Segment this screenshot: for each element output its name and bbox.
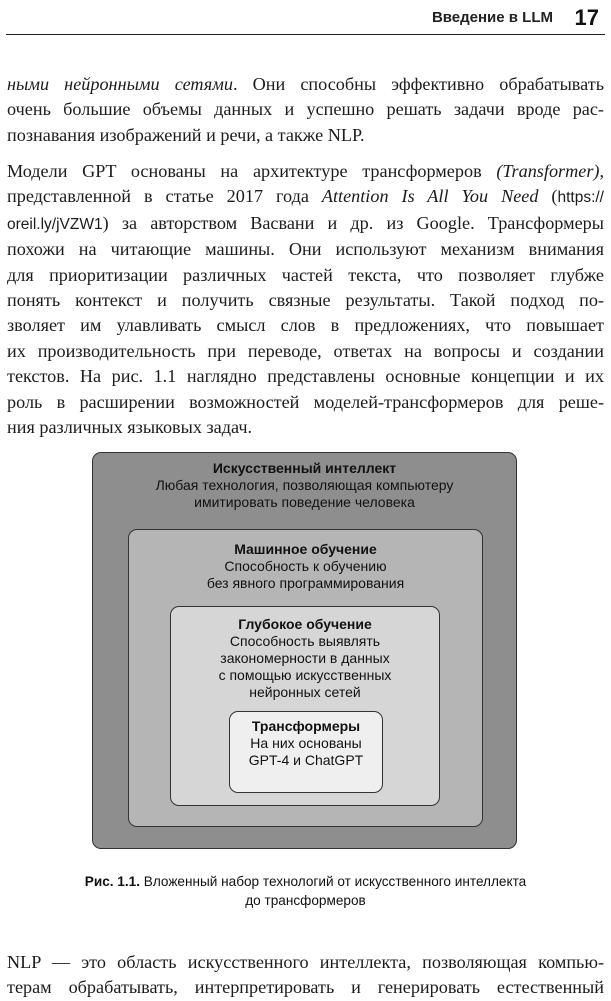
- paragraph-1: [7, 72, 604, 148]
- figure-caption: [40, 872, 571, 910]
- nested-technology-diagram: [92, 452, 518, 850]
- italic-term: ными нейронными сетями: [7, 74, 233, 94]
- text-line: [7, 72, 604, 97]
- text-line: ния различных языковых задач.: [7, 417, 253, 438]
- section-title: Введение в LLM: [431, 9, 553, 26]
- text-span: . Они способны эффективно обрабатывать: [232, 74, 604, 94]
- ml-title: Машинное обучение: [234, 541, 377, 557]
- figure-label: Рис. 1.1.: [84, 874, 140, 889]
- text-line: для приоритизации различных частей текста, что позволяет глубже: [7, 264, 604, 285]
- paragraph-3: [7, 950, 604, 1001]
- text-line: [7, 184, 604, 210]
- dl-description: нейронных сетей: [249, 684, 361, 700]
- text-line: NLP — это область искусственного интеллекта, позволяющая компью-: [7, 952, 604, 972]
- italic-term: (Transformer): [496, 161, 600, 181]
- text-span: Модели GPT основаны на архитектуре трансформеров: [7, 161, 497, 181]
- ai-description: Любая технология, позволяющая компьютеру: [155, 477, 454, 493]
- text-line: терам обрабатывать, интерпретировать и генерировать естественный: [7, 977, 604, 998]
- transformers-title: Трансформеры: [251, 718, 361, 734]
- text-line: роль в расширении возможностей моделей-трансформеров для реше-: [7, 391, 604, 412]
- text-line: похожи на читающие машины. Они используют механизм внимания: [7, 239, 604, 260]
- figure-caption-text: до трансформеров: [245, 893, 366, 908]
- ml-description: Способность к обучению: [224, 558, 387, 574]
- transformers-box: [229, 711, 383, 793]
- transformers-caption: [230, 718, 382, 769]
- figure-caption-text: Вложенный набор технологий от искусственного интеллекта: [139, 874, 527, 889]
- dl-description: Способность выявлять: [229, 633, 381, 649]
- transformers-description: На них основаны: [250, 735, 362, 751]
- ml-description: без явного программирования: [206, 575, 405, 591]
- text-line: текстов. На рис. 1.1 наглядно представлены основные концепции и их: [7, 366, 604, 387]
- ai-description: имитировать поведение человека: [194, 494, 415, 510]
- text-line: понять контекст и получить связные результаты. Такой подход по-: [7, 290, 604, 311]
- dl-caption: [171, 616, 439, 701]
- text-line: [7, 211, 604, 237]
- text-span: представленной в статье 2017 года: [7, 186, 322, 207]
- reference-link-continued[interactable]: oreil.ly/jVZW1: [7, 215, 103, 233]
- text-line: очень большие объемы данных и успешно решать задачи вроде рас-: [7, 99, 604, 120]
- ml-caption: [129, 541, 482, 592]
- text-line: познавания изображений и речи, а также NLP.: [7, 124, 365, 145]
- dl-description: с помощью искусственных: [218, 667, 392, 683]
- text-line: [7, 159, 604, 184]
- transformers-description: GPT-4 и ChatGPT: [248, 752, 364, 768]
- ai-title: Искусственный интеллект: [212, 460, 397, 476]
- paragraph-2: [7, 159, 604, 440]
- dl-description: закономерности в данных: [220, 650, 390, 666]
- ai-caption: [93, 460, 516, 511]
- text-span: ,: [599, 161, 604, 181]
- italic-title: Attention Is All You Need: [321, 186, 539, 207]
- reference-link[interactable]: https://: [557, 189, 604, 207]
- text-span: ) за авторством Васвани и др. из Google. Трансформеры: [102, 212, 604, 233]
- text-span: (: [538, 186, 558, 207]
- page-number: 17: [574, 5, 599, 30]
- dl-title: Глубокое обучение: [238, 616, 372, 632]
- text-line: их производительность при переводе, ответах на вопросы и создании: [7, 340, 604, 361]
- running-header: [6, 0, 605, 35]
- text-line: зволяет им улавливать смысл слов в предложениях, что повышает: [7, 315, 604, 336]
